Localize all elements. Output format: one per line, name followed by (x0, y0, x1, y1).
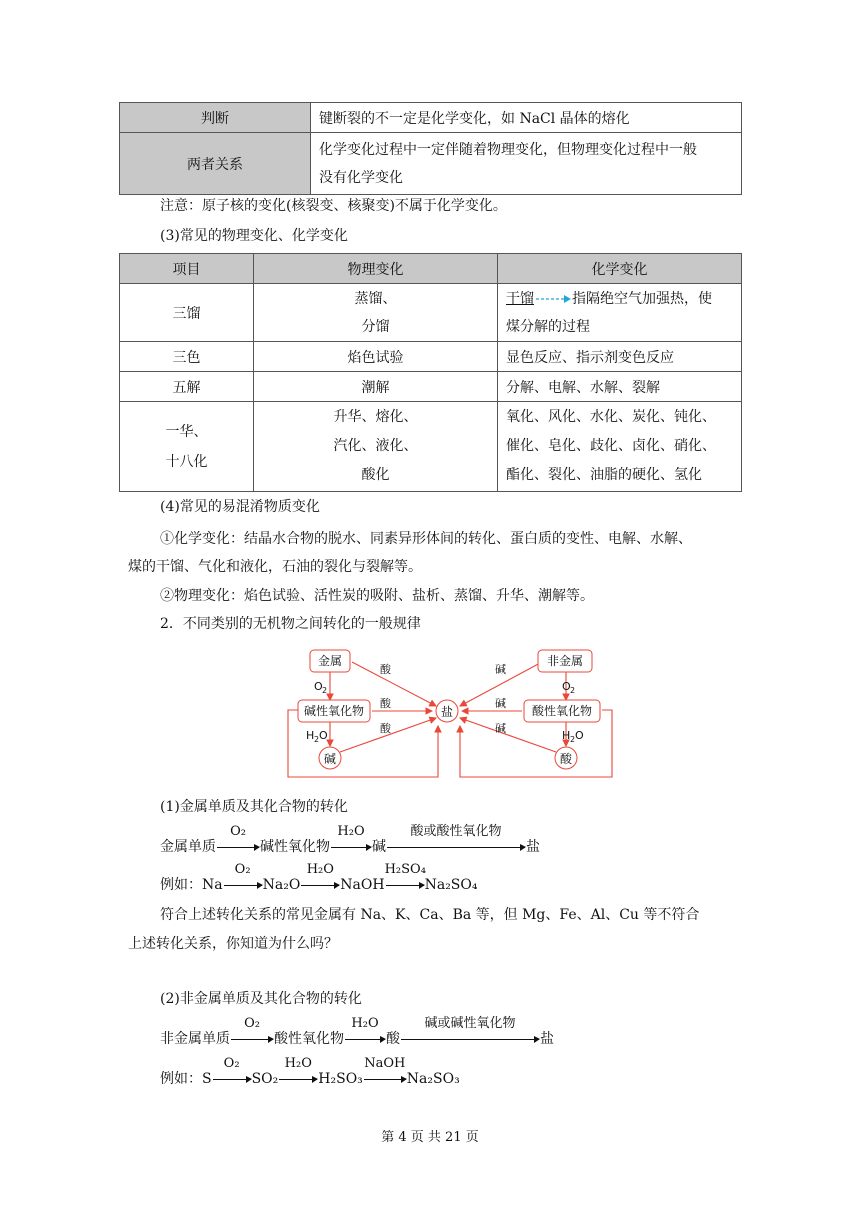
eq-term: 酸 (386, 1031, 400, 1047)
ex-condition: O₂ (234, 862, 251, 877)
eq-term: 碱 (372, 839, 386, 855)
edge-base-1: 碱 (495, 663, 506, 676)
relation-table (119, 102, 742, 195)
nonmetal-label: 非金属 (546, 654, 584, 668)
chemical-line: 显色反应、指示剂变色反应 (498, 342, 742, 372)
row-label-relation: 两者关系 (120, 133, 311, 195)
chemical-line: 氧化、风化、水化、炭化、钝化、 (506, 409, 716, 425)
physical-line: 分馏 (361, 318, 390, 335)
physical-line: 酸化 (361, 467, 390, 483)
sub2-title: (2)非金属单质及其化合物的转化 (160, 991, 362, 1007)
header-chemical: 化学变化 (498, 254, 742, 284)
eq-term: 金属单质 (160, 839, 216, 855)
edge-o2-left-sub: 2 (322, 686, 328, 695)
header-item: 项目 (120, 254, 254, 284)
row-text-judge: 键断裂的不一定是化学变化，如 NaCl 晶体的熔化 (311, 103, 742, 133)
section4-title: (4)常见的易混淆物质变化 (160, 499, 320, 515)
eq-term: 碱性氧化物 (260, 839, 330, 855)
physical-line: 升华、熔化、 (333, 409, 418, 425)
page-footer: 第 4 页 共 21 页 (381, 1130, 479, 1145)
section3-title: (3)常见的物理变化、化学变化 (160, 228, 348, 244)
eq-term: 盐 (526, 839, 540, 855)
edge-o2-right: O (562, 680, 571, 693)
metal-to-salt-line (352, 662, 436, 706)
note: 注意：原子核的变化(核裂变、核聚变)不属于化学变化。 (160, 198, 507, 214)
dry-distillation-note-2: 煤分解的过程 (506, 318, 590, 335)
eq-condition: H₂O (337, 824, 365, 839)
edge-h2o-right-sub: 2 (570, 735, 576, 744)
edge-acid-1: 酸 (380, 663, 391, 676)
dry-distillation-term: 干馏 (506, 290, 534, 307)
ex-condition: H₂O (284, 1056, 312, 1071)
item-three-distill: 三馏 (120, 284, 254, 342)
nonmetal-equation (160, 1016, 554, 1049)
ex-term: H₂SO₃ (318, 1071, 363, 1087)
chemical-line: 分解、电解、水解、裂解 (498, 372, 742, 402)
edge-o2-left: O (314, 680, 323, 693)
relation-text-line1: 化学变化过程中一定伴随着物理变化，但物理变化过程中一般 (319, 141, 697, 158)
dashed-arrow-icon (534, 294, 572, 304)
eq-term: 酸性氧化物 (274, 1031, 344, 1047)
changes-table (119, 253, 742, 492)
edge-h2o-right-h: H (562, 729, 571, 742)
metal-question-2: 上述转化关系，你知道为什么吗？ (128, 936, 338, 952)
eq-condition: 碱或碱性氧化物 (424, 1016, 516, 1031)
ex-condition: NaOH (364, 1056, 406, 1071)
edge-base-2: 碱 (495, 697, 506, 710)
acid-label: 酸 (559, 752, 573, 766)
edge-base-3: 碱 (495, 722, 506, 735)
metal-example (160, 862, 478, 895)
acid-to-salt-line (460, 718, 556, 752)
eq-term: 非金属单质 (160, 1031, 230, 1047)
nonmetal-example (160, 1056, 460, 1089)
sub1-title: (1)金属单质及其化合物的转化 (160, 799, 348, 815)
edge-acid-3: 酸 (380, 722, 391, 735)
item-five-solve: 五解 (120, 372, 254, 402)
header-physical: 物理变化 (254, 254, 498, 284)
item2: ②物理变化：焰色试验、活性炭的吸附、盐析、蒸馏、升华、潮解等。 (160, 588, 594, 604)
salt-label: 盐 (440, 705, 454, 719)
eq-condition: O₂ (230, 824, 246, 839)
metal-question-1: 符合上述转化关系的常见金属有 Na、K、Ca、Ba 等，但 Mg、Fe、Al、Cu 等不符合 (160, 907, 700, 923)
acidic-oxide-label: 酸性氧化物 (531, 704, 593, 718)
edge-h2o-left-o: O (319, 729, 328, 742)
item-three-color: 三色 (120, 342, 254, 372)
ex-term: 例如：S (160, 1071, 212, 1087)
conversion-diagram (280, 640, 620, 782)
item-eighteen-hua: 十八化 (165, 453, 208, 470)
item-one-hua: 一华、 (165, 423, 208, 440)
ex-condition: O₂ (223, 1056, 240, 1071)
edge-h2o-left-sub: 2 (314, 735, 320, 744)
basic-oxide-label: 碱性氧化物 (303, 704, 365, 718)
item1-line1: ①化学变化：结晶水合物的脱水、同素异形体间的转化、蛋白质的变性、电解、水解、 (160, 531, 692, 547)
physical-line: 汽化、液化、 (333, 438, 418, 454)
edge-h2o-left-h: H (306, 729, 315, 742)
eq-condition: 酸或酸性氧化物 (410, 824, 502, 839)
ex-term: Na₂O (262, 877, 301, 893)
dry-distillation-note: 指隔绝空气加强热，使 (572, 290, 712, 307)
edge-h2o-right-o: O (575, 729, 584, 742)
eq-condition: O₂ (244, 1016, 260, 1031)
edge-acid-2: 酸 (380, 697, 391, 710)
metal-equation (160, 824, 540, 857)
ex-term: NaOH (340, 877, 385, 893)
edge-o2-right-sub: 2 (570, 686, 576, 695)
metal-label: 金属 (317, 654, 343, 668)
ex-term: 例如：Na (160, 877, 223, 893)
physical-line: 蒸馏、 (354, 290, 397, 307)
physical-line: 潮解 (254, 372, 498, 402)
chemical-line: 酯化、裂化、油脂的硬化、氢化 (506, 467, 702, 483)
base-label: 碱 (323, 752, 337, 766)
ex-condition: H₂O (306, 862, 334, 877)
physical-line: 焰色试验 (254, 342, 498, 372)
ex-term: Na₂SO₄ (424, 877, 478, 893)
relation-text-line2: 没有化学变化 (319, 169, 403, 186)
chemical-line: 催化、皂化、歧化、卤化、硝化、 (506, 438, 716, 454)
ex-term: Na₂SO₃ (406, 1071, 460, 1087)
row-label-judge: 判断 (120, 103, 311, 133)
ex-term: SO₂ (251, 1071, 279, 1087)
eq-condition: H₂O (351, 1016, 379, 1031)
eq-term: 盐 (540, 1031, 554, 1047)
ex-condition: H₂SO₄ (384, 862, 426, 877)
section2-title: 2．不同类别的无机物之间转化的一般规律 (160, 616, 421, 632)
item1-line2: 煤的干馏、气化和液化，石油的裂化与裂解等。 (128, 559, 422, 575)
